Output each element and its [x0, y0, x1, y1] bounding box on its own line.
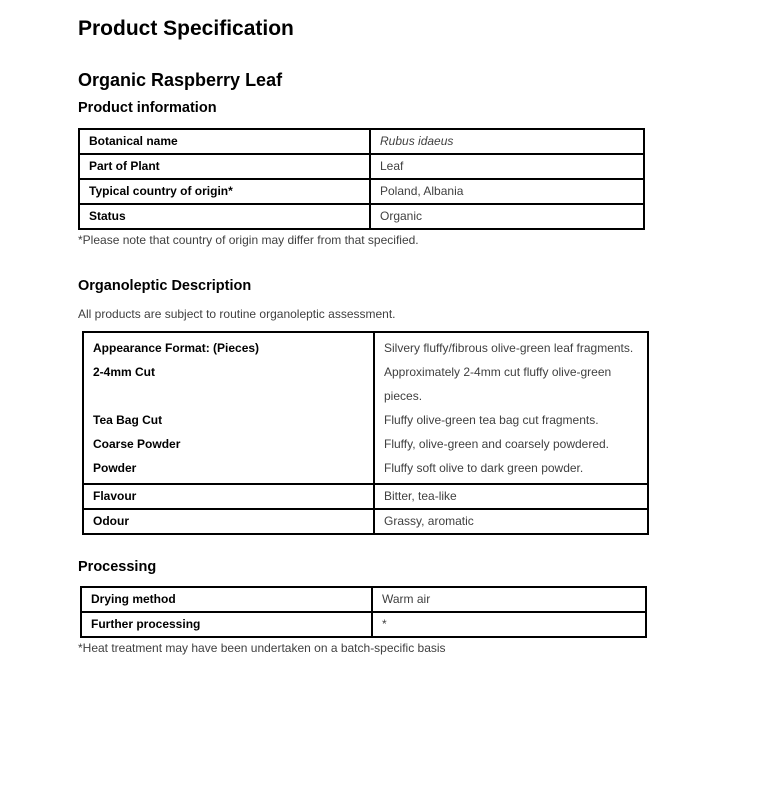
appearance-label-line	[93, 384, 364, 408]
processing-table	[80, 586, 647, 638]
section-heading-organoleptic-description: Organoleptic Description	[78, 278, 252, 294]
row-label: Status	[79, 204, 370, 229]
table-row	[79, 154, 644, 179]
section-heading-processing: Processing	[78, 559, 157, 575]
row-label: Part of Plant	[79, 154, 370, 179]
appearance-value-line: Fluffy olive-green tea bag cut fragments.	[384, 413, 599, 427]
organoleptic-intro-text: All products are subject to routine organoleptic assessment.	[78, 307, 396, 321]
product-information-table	[78, 128, 645, 230]
row-value: Warm air	[372, 587, 646, 612]
row-value: Poland, Albania	[370, 179, 644, 204]
appearance-value-line: Silvery fluffy/fibrous olive-green leaf fragments.	[384, 341, 634, 355]
appearance-value-line: Fluffy soft olive to dark green powder.	[384, 461, 584, 475]
appearance-label-line: Powder	[93, 461, 137, 475]
country-of-origin-footnote: *Please note that country of origin may differ from that specified.	[78, 233, 419, 247]
appearance-value-line: Fluffy, olive-green and coarsely powdered.	[384, 437, 610, 451]
row-value: *	[372, 612, 646, 637]
row-label: Odour	[83, 509, 374, 534]
table-row	[83, 484, 648, 509]
appearance-label-line: 2-4mm Cut	[93, 365, 156, 379]
row-value: Grassy, aromatic	[374, 509, 648, 534]
section-heading-product-information: Product information	[78, 100, 217, 116]
row-value: Leaf	[370, 154, 644, 179]
organoleptic-description-table	[82, 331, 649, 535]
table-row	[83, 509, 648, 534]
row-label: Further processing	[81, 612, 372, 637]
table-row	[81, 612, 646, 637]
row-label: Typical country of origin*	[79, 179, 370, 204]
table-row	[79, 179, 644, 204]
row-value: Organic	[370, 204, 644, 229]
table-row	[79, 129, 644, 154]
appearance-label-line: Appearance Format: (Pieces)	[93, 341, 260, 355]
appearance-label-line: Tea Bag Cut	[93, 413, 163, 427]
row-value: Bitter, tea-like	[374, 484, 648, 509]
product-name-heading: Organic Raspberry Leaf	[78, 70, 283, 90]
row-value: Rubus idaeus	[370, 129, 644, 154]
table-row-appearance	[83, 332, 648, 484]
heat-treatment-footnote: *Heat treatment may have been undertaken on a batch-specific basis	[78, 641, 446, 655]
appearance-value-cell	[374, 332, 648, 484]
appearance-label-line: Coarse Powder	[93, 437, 181, 451]
row-label: Drying method	[81, 587, 372, 612]
appearance-label-cell	[83, 332, 374, 484]
row-label: Botanical name	[79, 129, 370, 154]
row-label: Flavour	[83, 484, 374, 509]
table-row	[81, 587, 646, 612]
document-title: Product Specification	[78, 17, 294, 40]
table-row	[79, 204, 644, 229]
appearance-value-line: pieces.	[384, 389, 423, 403]
appearance-value-line: Approximately 2-4mm cut fluffy olive-green	[384, 365, 612, 379]
